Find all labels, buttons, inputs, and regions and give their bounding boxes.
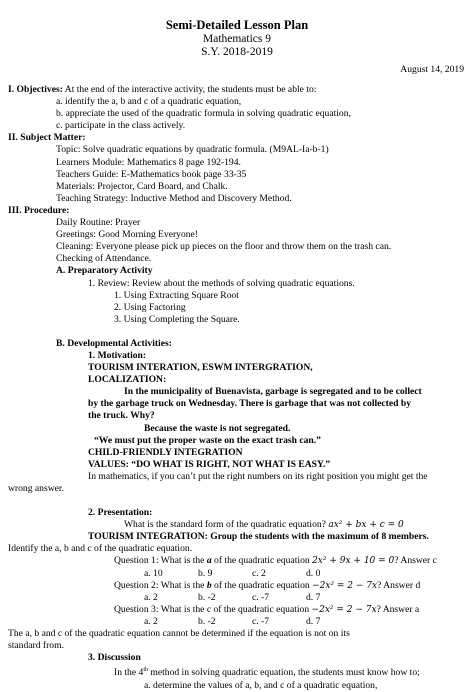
- objective-item: c. participate in the class actively.: [56, 120, 186, 132]
- option: c. 2: [252, 567, 266, 579]
- options-row: [8, 592, 466, 604]
- option: b. -2: [198, 615, 216, 627]
- question-equation: −2x² = 2 − 7x: [312, 580, 378, 591]
- story-line: by the garbage truck on Wednesday. There is garbage that was not collected by: [88, 398, 411, 410]
- developmental-activities-heading: B. Developmental Activities:: [56, 337, 172, 349]
- subject-line: Mathematics 9: [202, 32, 272, 45]
- objective-item: a. identify the a, b and c of a quadratic equation,: [56, 96, 242, 108]
- discussion-intro: [8, 664, 466, 679]
- question-mid: of the quadratic equation: [214, 579, 310, 591]
- subject-matter-item: Teaching Strategy: Inductive Method and Discovery Method.: [56, 192, 292, 204]
- lesson-plan-title: Semi-Detailed Lesson Plan: [165, 18, 309, 32]
- tourism-integration-line: TOURISM INTEGRATION: Group the students with the maximum of 8 members.: [88, 531, 429, 543]
- option: a. 2: [144, 615, 158, 627]
- method-item: 3. Using Completing the Square.: [114, 313, 240, 325]
- objective-item: b. appreciate the used of the quadratic formula in solving quadratic equation,: [56, 108, 351, 120]
- method-item: 1. Using Extracting Square Root: [114, 289, 239, 301]
- procedure-heading: III. Procedure:: [8, 204, 70, 216]
- objectives-heading: I. Objectives:: [8, 84, 63, 95]
- presentation-heading: 2. Presentation:: [88, 507, 153, 519]
- standard-form-text: What is the standard form of the quadratic equation?: [124, 519, 326, 531]
- question-mid: of the quadratic equation: [213, 603, 310, 615]
- question-equation: −2x² = 2 − 7x: [311, 604, 377, 615]
- review-item: 1. Review: Review about the methods of solving quadratic equations.: [88, 277, 355, 289]
- option: d. 7: [306, 615, 321, 627]
- discussion-intro-text: In the 4: [114, 667, 144, 679]
- discussion-item: a. determine the values of a, b, and c of a quadratic equation,: [144, 679, 378, 691]
- objectives-section: [8, 84, 466, 96]
- subject-matter-item: Learners Module: Mathematics 8 page 192-194.: [56, 156, 241, 168]
- option: c. -7: [252, 591, 270, 603]
- daily-routine-item: Cleaning: Everyone please pick up pieces on the floor and throw them on the trash can.: [56, 241, 392, 253]
- math-note-line: wrong answer.: [8, 483, 64, 494]
- question-prefix: Question 1: What is the: [114, 555, 205, 567]
- options-row: [8, 568, 466, 580]
- story-line: the truck. Why?: [88, 410, 155, 422]
- lesson-date: August 14, 2019: [400, 63, 464, 75]
- daily-routine-item: Checking of Attendance.: [56, 253, 152, 265]
- option: d. 7: [306, 591, 321, 603]
- option: a. 10: [144, 567, 163, 579]
- question-variable: b: [206, 579, 212, 591]
- question-prefix: Question 2: What is the: [114, 579, 205, 591]
- daily-routine-item: Greetings: Good Morning Everyone!: [56, 229, 199, 241]
- motivation-heading: 1. Motivation:: [88, 349, 147, 361]
- option: a. 2: [144, 591, 158, 603]
- question-line: [8, 604, 466, 616]
- question-answer: ? Answer d: [377, 579, 421, 591]
- story-quote: “We must put the proper waste on the exact trash can.”: [94, 434, 321, 446]
- ordinal-suffix: th: [143, 667, 148, 674]
- localization-line: LOCALIZATION:: [88, 374, 167, 386]
- subject-matter-heading: II. Subject Matter:: [8, 132, 86, 144]
- standard-form-equation: ax² + bx + c = 0: [328, 520, 404, 531]
- integration-line: TOURISM INTERATION, ESWM INTERGRATION,: [88, 362, 313, 374]
- question-mid: of the quadratic equation: [214, 555, 310, 567]
- option: b. -2: [198, 591, 216, 603]
- question-variable: a: [206, 555, 212, 567]
- option: c. -7: [252, 615, 270, 627]
- school-year-line: S.Y. 2018-2019: [201, 46, 273, 58]
- child-friendly-line: CHILD-FRIENDLY INTEGRATION: [88, 446, 243, 458]
- options-row: [8, 616, 466, 628]
- story-answer: Because the waste is not segregated.: [144, 422, 291, 434]
- question-line: [8, 555, 466, 567]
- document-body: [8, 84, 466, 692]
- preparatory-activity-heading: A. Preparatory Activity: [56, 265, 153, 277]
- objectives-intro: At the end of the interactive activity, the students must be able to:: [64, 84, 317, 95]
- math-note-line: In mathematics, if you can’t put the right numbers on its right position you might get the: [88, 470, 428, 482]
- question-equation: 2x² + 9x + 10 = 0: [312, 556, 395, 567]
- discussion-heading: 3. Discussion: [88, 652, 141, 664]
- standard-form-question: [8, 519, 466, 531]
- values-line: VALUES: “DO WHAT IS RIGHT, NOT WHAT IS EASY.”: [88, 458, 331, 470]
- identify-line: Identify the a, b and c of the quadratic equation.: [8, 543, 193, 555]
- story-line: In the municipality of Buenavista, garbage is segregated and to be collect: [124, 386, 422, 398]
- question-answer: ? Answer c: [394, 555, 437, 567]
- question-prefix: Question 3: What is the: [114, 603, 205, 615]
- subject-matter-item: Materials: Projector, Card Board, and Chalk.: [56, 180, 228, 192]
- daily-routine-item: Daily Routine: Prayer: [56, 217, 141, 229]
- discussion-intro-rest: method in solving quadratic equation, the students must know how to;: [147, 667, 420, 679]
- subject-matter-item: Teachers Guide: E-Mathematics book page 33-35: [56, 168, 247, 180]
- standard-form-note: The a, b and c of the quadratic equation cannot be determined if the equation is not on its: [8, 628, 350, 640]
- question-answer: ? Answer a: [376, 603, 420, 615]
- question-line: [8, 580, 466, 592]
- subject-matter-item: Topic: Solve quadratic equations by quadratic formula. (M9AL-Ia-b-1): [56, 144, 329, 156]
- option: d. 0: [306, 567, 321, 579]
- method-item: 2. Using Factoring: [114, 301, 186, 313]
- standard-form-note: standard from.: [8, 640, 64, 652]
- document-header: [0, 0, 474, 76]
- question-variable: c: [206, 603, 212, 615]
- option: b. 9: [198, 567, 213, 579]
